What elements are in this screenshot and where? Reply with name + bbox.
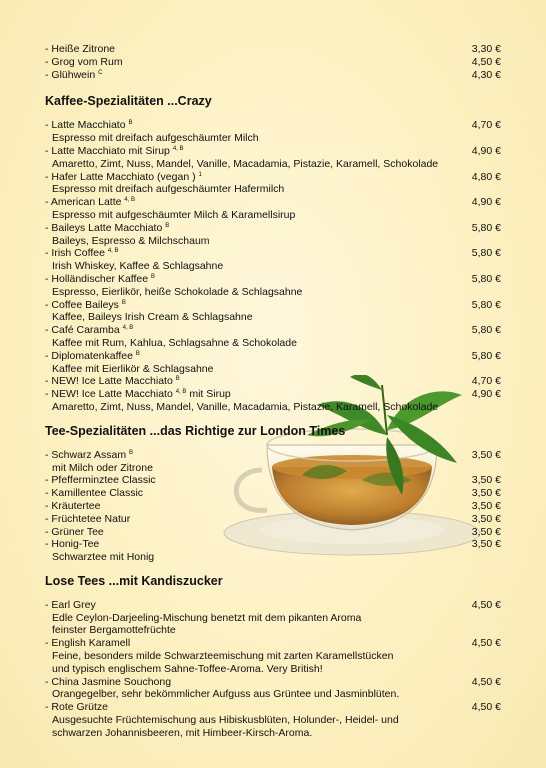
item-name: [45, 299, 126, 312]
item-name: [45, 701, 108, 714]
menu-item: [45, 299, 501, 312]
menu-item: [45, 526, 501, 539]
menu-item: [45, 171, 501, 184]
item-name-text: - Café Caramba: [45, 324, 120, 337]
item-price: 5,80 €: [471, 272, 501, 285]
menu-content: [45, 43, 501, 740]
allergen-note: B: [175, 376, 180, 383]
item-name-text: - Hafer Latte Macchiato (vegan ): [45, 170, 196, 183]
item-description: schwarzen Johannisbeeren, mit Himbeer-Kirsch-Aroma.: [52, 726, 313, 739]
item-name: [45, 637, 130, 650]
item-price: 4,50 €: [471, 637, 501, 650]
menu-item: [45, 119, 501, 132]
item-price: 4,50 €: [471, 701, 501, 714]
item-price: 3,50 €: [471, 448, 501, 461]
item-price: 4,50 €: [471, 55, 501, 68]
item-name: [45, 350, 140, 363]
allergen-note: 4, B: [175, 389, 187, 396]
item-description: Feine, besonders milde Schwarzteemischung mit zarten Karamellstücken: [52, 650, 394, 663]
tea-list: [45, 449, 501, 564]
item-price: 3,50 €: [471, 538, 501, 551]
item-name-text: - NEW! Ice Latte Macchiato: [45, 388, 173, 401]
item-price: 5,80 €: [471, 298, 501, 311]
item-price: 4,70 €: [471, 375, 501, 388]
item-price: 5,80 €: [471, 221, 501, 234]
item-description: feinster Bergamottefrüchte: [52, 624, 176, 637]
item-description: und typisch englischem Sahne-Toffee-Aroma. Very British!: [52, 662, 323, 675]
item-name: [45, 375, 180, 388]
item-name-text: - NEW! Ice Latte Macchiato: [45, 375, 173, 388]
item-description: Kaffee mit Rum, Kahlua, Schlagsahne & Schokolade: [52, 336, 297, 349]
item-name-text: - English Karamell: [45, 637, 131, 650]
menu-item: [45, 196, 501, 209]
item-description: Espresso mit dreifach aufgeschäumter Hafermilch: [52, 183, 285, 196]
item-name-text: - Earl Grey: [45, 598, 96, 611]
item-name: [45, 474, 156, 487]
item-price: 3,50 €: [471, 487, 501, 500]
item-name-text: - China Jasmine Souchong: [45, 675, 172, 688]
menu-item: [45, 487, 501, 500]
item-price: 4,30 €: [471, 68, 501, 81]
item-description: mit Milch oder Zitrone: [52, 461, 153, 474]
item-name-text: - American Latte: [45, 196, 122, 209]
item-price: 3,30 €: [471, 43, 501, 55]
item-name: [45, 196, 135, 209]
allergen-note: 1: [198, 171, 202, 178]
item-price: 4,90 €: [471, 144, 501, 157]
item-name-text: - Schwarz Assam: [45, 448, 127, 461]
menu-item: [45, 324, 501, 337]
item-price: 5,80 €: [471, 247, 501, 260]
item-name-text: - Honig-Tee: [45, 538, 100, 551]
item-name: [45, 247, 119, 260]
item-name-text: - Glühwein: [45, 68, 96, 81]
item-price: 3,50 €: [471, 525, 501, 538]
item-description: Kaffee mit Eierlikör & Schlagsahne: [52, 362, 214, 375]
item-price: 4,90 €: [471, 388, 501, 401]
item-name-text: - Pfefferminztee Classic: [45, 474, 156, 487]
item-price: 4,50 €: [471, 598, 501, 611]
menu-item: [45, 350, 501, 363]
menu-item: [45, 538, 501, 551]
item-name: [45, 171, 202, 184]
item-name-text: - Latte Macchiato mit Sirup: [45, 144, 170, 157]
menu-item: [45, 273, 501, 286]
item-name: [45, 119, 132, 132]
item-name-text: - Grüner Tee: [45, 525, 104, 538]
item-name-text: - Rote Grütze: [45, 701, 109, 714]
allergen-note: 4, B: [124, 197, 136, 204]
item-description: Amaretto, Zimt, Nuss, Mandel, Vanille, Macadamia, Pistazie, Karamell, Schokolade: [52, 157, 439, 170]
menu-item: [45, 637, 501, 650]
item-price: 5,80 €: [471, 349, 501, 362]
item-name-text: - Coffee Baileys: [45, 298, 119, 311]
item-name: [45, 56, 123, 69]
allergen-note: B: [128, 120, 133, 127]
menu-item: [45, 145, 501, 158]
item-name-suffix: mit Sirup: [186, 388, 231, 401]
item-name-text: - Heiße Zitrone: [45, 43, 116, 55]
menu-item: [45, 375, 501, 388]
item-name: [45, 273, 155, 286]
item-name-text: - Baileys Latte Macchiato: [45, 221, 163, 234]
item-name-text: - Früchtetee Natur: [45, 512, 131, 525]
menu-item: [45, 56, 501, 69]
item-description: Ausgesuchte Früchtemischung aus Hibiskusblüten, Holunder-, Heidel- und: [52, 714, 399, 727]
item-price: 4,90 €: [471, 196, 501, 209]
menu-item: [45, 43, 501, 56]
coffee-heading: Kaffee-Spezialitäten ...Crazy: [45, 94, 212, 109]
item-name: [45, 599, 96, 612]
item-name-text: - Grog vom Rum: [45, 55, 123, 68]
top-drinks-list: [45, 43, 501, 81]
menu-item: [45, 513, 501, 526]
item-name-text: - Holländischer Kaffee: [45, 272, 149, 285]
item-price: 5,80 €: [471, 324, 501, 337]
menu-item: [45, 474, 501, 487]
item-name: [45, 676, 171, 689]
item-name: [45, 487, 143, 500]
allergen-note: B: [121, 299, 126, 306]
item-price: 4,50 €: [471, 675, 501, 688]
item-description: Amaretto, Zimt, Nuss, Mandel, Vanille, Macadamia, Pistazie, Karamell, Schokolade: [52, 400, 439, 413]
allergen-note: B: [165, 222, 170, 229]
item-name: [45, 324, 133, 337]
item-name: [45, 500, 100, 513]
menu-item: [45, 222, 501, 235]
item-name-text: - Latte Macchiato: [45, 119, 126, 132]
menu-item: [45, 69, 501, 82]
allergen-note: 4, B: [122, 325, 134, 332]
coffee-list: [45, 119, 501, 413]
allergen-note: B: [129, 449, 134, 456]
item-name-text: - Irish Coffee: [45, 247, 105, 260]
item-price: 4,70 €: [471, 119, 501, 132]
item-description: Orangegelber, sehr bekömmlicher Aufguss aus Grüntee und Jasminblüten.: [52, 688, 400, 701]
allergen-note: B: [135, 350, 140, 357]
item-name: [45, 388, 231, 401]
loose-tea-list: [45, 599, 501, 740]
item-name: [45, 526, 104, 539]
item-name: [45, 222, 169, 235]
menu-item: [45, 676, 501, 689]
item-name: [45, 69, 102, 82]
menu-item: [45, 500, 501, 513]
item-name: [45, 449, 133, 462]
item-name-text: - Diplomatenkaffee: [45, 349, 133, 362]
item-name-text: - Kamillentee Classic: [45, 487, 144, 500]
allergen-note: B: [151, 273, 156, 280]
allergen-note: C: [98, 69, 103, 76]
allergen-note: 4, B: [107, 248, 119, 255]
item-description: Schwarztee mit Honig: [52, 551, 155, 564]
item-price: 4,80 €: [471, 170, 501, 183]
item-description: Edle Ceylon-Darjeeling-Mischung benetzt mit dem pikanten Aroma: [52, 611, 362, 624]
item-description: Espresso, Eierlikör, heiße Schokolade & Schlagsahne: [52, 285, 303, 298]
menu-item: [45, 599, 501, 612]
item-price: 3,50 €: [471, 512, 501, 525]
item-description: Irish Whiskey, Kaffee & Schlagsahne: [52, 260, 224, 273]
item-name-text: - Kräutertee: [45, 499, 101, 512]
allergen-note: 4, B: [172, 145, 184, 152]
menu-item: [45, 247, 501, 260]
item-name: [45, 43, 115, 56]
menu-item: [45, 388, 501, 401]
item-description: Baileys, Espresso & Milchschaum: [52, 234, 210, 247]
item-name: [45, 513, 130, 526]
item-description: Espresso mit aufgeschäumter Milch & Karamellsirup: [52, 208, 296, 221]
menu-item: [45, 449, 501, 462]
item-name: [45, 145, 184, 158]
menu-item: [45, 701, 501, 714]
loose-tea-heading: Lose Tees ...mit Kandiszucker: [45, 573, 223, 588]
item-description: Espresso mit dreifach aufgeschäumter Milch: [52, 132, 259, 145]
tea-heading: Tee-Spezialitäten ...das Richtige zur London Times: [45, 423, 346, 438]
item-price: 3,50 €: [471, 474, 501, 487]
item-description: Kaffee, Baileys Irish Cream & Schlagsahne: [52, 311, 253, 324]
item-name: [45, 538, 99, 551]
item-price: 3,50 €: [471, 499, 501, 512]
